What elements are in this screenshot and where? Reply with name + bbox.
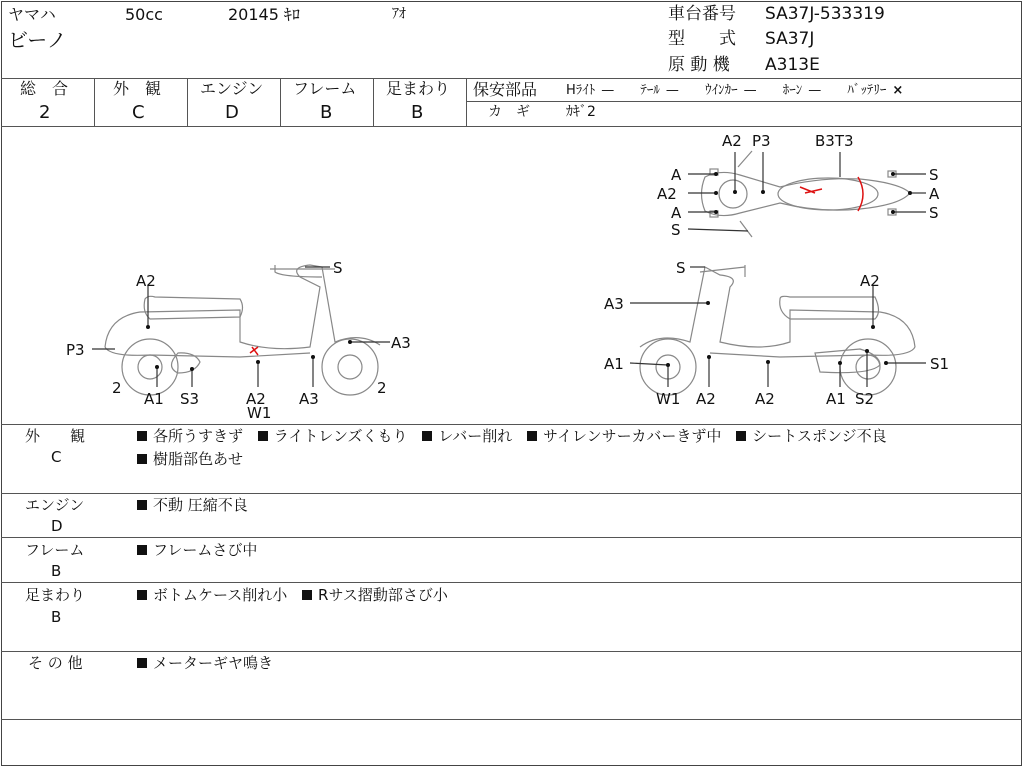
damage-mark	[250, 347, 258, 355]
exterior-grade-label: 外 観	[113, 79, 162, 98]
notes-line	[1, 582, 1022, 583]
key-value: ｶｷﾞ2	[566, 104, 596, 120]
note-item: 不動 圧縮不良	[153, 496, 248, 514]
note-grade-frame: B	[51, 562, 62, 580]
diagram-label: S2	[855, 390, 875, 408]
bullet-icon	[302, 590, 312, 600]
bullet-icon	[527, 431, 537, 441]
note-label-frame: フレーム	[25, 541, 85, 559]
diagram-label: W1	[656, 390, 681, 408]
diagram-label: S1	[930, 355, 950, 373]
headlight-label: Hﾗｲﾄ	[566, 83, 596, 98]
displacement: 50cc	[125, 5, 163, 24]
bullet-icon	[137, 431, 147, 441]
frame-grade: B	[320, 102, 333, 123]
taillight-label: ﾃｰﾙ	[640, 83, 660, 98]
note-line-exterior-1	[137, 429, 887, 444]
diagram-label: A2	[136, 272, 156, 290]
bullet-icon	[258, 431, 268, 441]
diagram-label: P3	[66, 341, 85, 359]
suspension-grade-label: 足まわり	[386, 79, 451, 98]
diagram-label: A	[671, 204, 682, 222]
diagram-label: A3	[604, 295, 624, 313]
frame-no: SA37J-533319	[765, 4, 885, 24]
notes-top-line	[1, 424, 1022, 425]
mileage: 20145 ｷﾛ	[228, 5, 300, 24]
exterior-grade: C	[132, 102, 145, 123]
note-item: フレームさび中	[153, 541, 258, 559]
bullet-icon	[736, 431, 746, 441]
battery-value: ×	[892, 83, 904, 98]
engine-model: A313E	[765, 55, 820, 75]
grade-divider	[94, 78, 95, 126]
battery-label: ﾊﾞｯﾃﾘｰ	[847, 83, 887, 98]
diagram-label: A2	[860, 272, 880, 290]
note-grade-suspension: B	[51, 608, 62, 626]
taillight-value: —	[665, 83, 679, 98]
diagram-label: A2	[722, 132, 742, 150]
scooter-diagram	[0, 127, 1024, 425]
frame-grade-label: フレーム	[293, 79, 357, 98]
diagram-label: S	[929, 204, 939, 222]
winker-label: ｳｲﾝｶｰ	[705, 83, 738, 98]
winker-value: —	[743, 83, 757, 98]
note-item: 各所うすきず	[153, 427, 244, 445]
note-label-exterior: 外 観	[25, 427, 86, 445]
maker: ヤマハ	[8, 5, 56, 24]
note-grade-engine: D	[51, 517, 63, 535]
diagram-label: S	[676, 259, 686, 277]
diagram-label: A3	[391, 334, 411, 352]
frame-no-label: 車台番号	[668, 4, 736, 24]
body-color: ｱｵ	[392, 6, 406, 22]
note-item: サイレンサーカバーきず中	[543, 427, 722, 445]
grade-divider	[187, 78, 188, 126]
bullet-icon	[137, 545, 147, 555]
note-item: 樹脂部色あせ	[153, 450, 244, 468]
engine-label: 原 動 機	[668, 55, 730, 75]
note-item: Rサス摺動部さび小	[318, 586, 448, 604]
note-line-engine	[137, 498, 248, 513]
note-line-suspension	[137, 588, 448, 603]
diagram-label: A2	[755, 390, 775, 408]
diagram-label: P3	[752, 132, 771, 150]
diagram-label: S	[929, 166, 939, 184]
suspension-grade: B	[411, 102, 424, 123]
diagram-label: A2	[696, 390, 716, 408]
grade-divider	[373, 78, 374, 126]
notes-line	[1, 537, 1022, 538]
diagram-label: A3	[299, 390, 319, 408]
top-view-scooter	[702, 151, 911, 237]
notes-line	[1, 719, 1022, 720]
key-label: カ ギ	[488, 104, 530, 120]
note-item: ボトムケース削れ小	[153, 586, 288, 604]
overall-grade: 2	[39, 102, 51, 123]
diagram-label: A	[671, 166, 682, 184]
diagram-label: A2	[246, 390, 266, 408]
diagram-label: A2	[657, 185, 677, 203]
type-label: 型 式	[668, 29, 736, 49]
diagram-label: S	[333, 259, 343, 277]
note-grade-exterior: C	[51, 448, 62, 466]
notes-line	[1, 651, 1022, 652]
diagram-label: A	[929, 185, 940, 203]
type-value: SA37J	[765, 29, 815, 49]
notes-line	[1, 493, 1022, 494]
diagram-label: W1	[247, 404, 272, 422]
bullet-icon	[137, 454, 147, 464]
headlight-value: —	[601, 83, 615, 98]
note-item: シートスポンジ不良	[752, 427, 887, 445]
bullet-icon	[137, 500, 147, 510]
diagram-label: S	[671, 221, 681, 239]
note-item: メーターギヤ鳴き	[153, 654, 274, 672]
engine-grade: D	[225, 102, 239, 123]
note-line-other	[137, 656, 273, 671]
note-label-engine: エンジン	[25, 496, 85, 514]
note-item: レバー削れ	[438, 427, 513, 445]
diagram-label: A1	[144, 390, 164, 408]
note-item: ライトレンズくもり	[273, 427, 408, 445]
diagram-label: A1	[826, 390, 846, 408]
grade-divider	[280, 78, 281, 126]
note-line-frame	[137, 543, 257, 558]
horn-label: ﾎｰﾝ	[782, 83, 803, 98]
diagram-label: 2	[377, 379, 387, 397]
model-name: ビーノ	[8, 28, 67, 52]
note-line-exterior-2	[137, 452, 243, 467]
horn-value: —	[808, 83, 822, 98]
diagram-label: A1	[604, 355, 624, 373]
diagram-label: 2	[112, 379, 122, 397]
overall-grade-label: 総 合	[20, 79, 69, 98]
note-label-suspension: 足まわり	[25, 586, 86, 604]
grade-divider	[466, 78, 467, 126]
diagram-label: B3T3	[815, 132, 854, 150]
diagram-label: S3	[180, 390, 200, 408]
note-label-other: そ の 他	[28, 654, 83, 672]
safety-label: 保安部品	[473, 80, 538, 99]
bullet-icon	[137, 658, 147, 668]
engine-grade-label: エンジン	[200, 79, 264, 98]
safety-mid-line	[467, 101, 1022, 102]
safety-items	[566, 84, 903, 97]
bullet-icon	[422, 431, 432, 441]
bullet-icon	[137, 590, 147, 600]
